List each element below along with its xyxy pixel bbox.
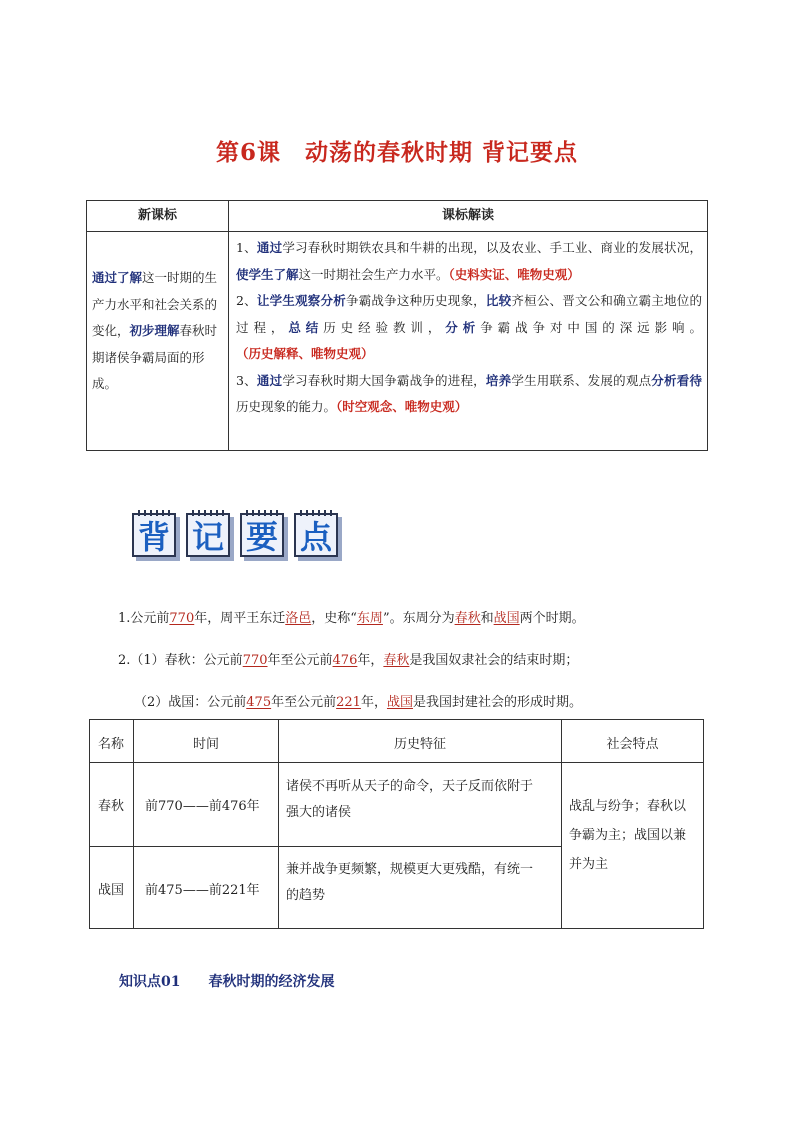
periods-table bbox=[89, 719, 704, 929]
table-border bbox=[703, 719, 704, 929]
row-name-chunqiu: 春秋 bbox=[97, 799, 124, 814]
item-number: 1、 bbox=[236, 240, 257, 255]
banner-tile bbox=[294, 513, 338, 557]
text: 这一时期的生产力水平和社会关系的变化， bbox=[92, 270, 218, 338]
keyword: 通过 bbox=[256, 372, 283, 388]
knowledge-point-heading: 知识点01 春秋时期的经济发展 bbox=[119, 974, 335, 990]
header-standard-interpretation: 课标解读 bbox=[441, 208, 494, 223]
interpretation-item-2 bbox=[236, 288, 702, 368]
banner-char: 背 bbox=[137, 518, 170, 556]
text: 学习春秋时期铁农具和牛耕的出现，以及农业、手工业、商业的发展状况， bbox=[282, 240, 702, 255]
keyword: 分析 bbox=[445, 319, 481, 335]
fill-blank: 770 bbox=[169, 611, 195, 626]
fill-blank: 770 bbox=[242, 653, 268, 668]
binder-rings bbox=[192, 510, 224, 516]
row-time-zhanguo: 前475——前221年 bbox=[145, 883, 260, 898]
keyword: 分析看待 bbox=[651, 372, 702, 388]
page-title: 第6课 动荡的春秋时期 背记要点 bbox=[215, 139, 578, 166]
binder-rings bbox=[138, 510, 170, 516]
competency-tag: （史料实证、唯物史观） bbox=[448, 266, 580, 282]
competency-tag: （历史解释、唯物史观） bbox=[236, 346, 374, 361]
row-name-zhanguo: 战国 bbox=[97, 883, 124, 898]
text: 争霸战争这种历史现象， bbox=[345, 293, 486, 308]
text: 学习春秋时期大国争霸战争的进程， bbox=[282, 372, 486, 388]
new-standard-cell bbox=[92, 265, 224, 398]
fill-blank: 221 bbox=[336, 695, 361, 710]
table-divider bbox=[87, 231, 707, 232]
item-number: 3、 bbox=[236, 372, 257, 388]
keyword: 通过 bbox=[256, 240, 283, 255]
competency-tag: （时空观念、唯物史观） bbox=[336, 399, 468, 414]
fill-blank: 春秋 bbox=[383, 653, 410, 668]
fill-blank: 475 bbox=[246, 695, 272, 710]
table-border bbox=[89, 719, 704, 720]
fill-blank: 476 bbox=[332, 653, 358, 668]
keyword: 初步理解 bbox=[129, 323, 180, 338]
fill-blank: 春秋 bbox=[454, 611, 481, 626]
text: 学生用联系、发展的观点 bbox=[511, 372, 652, 388]
text: 历史现象的能力。 bbox=[236, 399, 337, 414]
text: 齐桓公、晋文公和确立霸主地位的过程， bbox=[236, 293, 702, 335]
table-divider bbox=[228, 201, 229, 450]
banner-tile bbox=[132, 513, 176, 557]
header-new-standard: 新课标 bbox=[137, 208, 177, 223]
row-feature-zhanguo: 兼并战争更频繁，规模更大更残酷，有统一 的趋势 bbox=[286, 862, 534, 903]
fill-blank: 战国 bbox=[493, 611, 520, 626]
row-feature-chunqiu: 诸侯不再听从天子的命令，天子反而依附于 强大的诸侯 bbox=[286, 779, 534, 820]
fill-blank: 东周 bbox=[356, 611, 383, 626]
header-historical-features: 历史特征 bbox=[393, 737, 446, 752]
keyword: 培养 bbox=[485, 372, 512, 388]
banner-char: 点 bbox=[299, 518, 332, 556]
note-1: 1.公元前770年，周平王东迁洛邑，史称“东周”。东周分为春秋和战国两个时期。 bbox=[118, 611, 585, 626]
table-border bbox=[89, 928, 704, 929]
header-name: 名称 bbox=[97, 737, 124, 752]
header-social-features: 社会特点 bbox=[606, 737, 659, 752]
note-3: （2）战国：公元前475年至公元前221年，战国是我国封建社会的形成时期。 bbox=[134, 695, 582, 710]
keyword: 总结 bbox=[288, 319, 324, 335]
binder-rings bbox=[246, 510, 278, 516]
banner-tile bbox=[240, 513, 284, 557]
banner-char: 要 bbox=[245, 518, 278, 556]
text: 历史经验教训， bbox=[323, 319, 446, 335]
keyword: 比较 bbox=[485, 293, 512, 308]
social-features-cell: 战乱与纷争；春秋以 争霸为主；战国以兼 并为主 bbox=[569, 799, 687, 872]
keyword: 使学生了解 bbox=[236, 266, 299, 282]
row-time-chunqiu: 前770——前476年 bbox=[145, 799, 260, 814]
binder-rings bbox=[300, 510, 332, 516]
fill-blank: 战国 bbox=[386, 695, 413, 710]
interpretation-item-3 bbox=[236, 368, 702, 421]
interpretation-item-1 bbox=[236, 235, 702, 288]
keyword: 让学生观察分析 bbox=[256, 293, 346, 308]
banner-tile bbox=[186, 513, 230, 557]
text: 春秋时期诸侯争霸局面的形成。 bbox=[92, 323, 218, 391]
keyword: 通过了解 bbox=[92, 270, 143, 285]
text: 这一时期社会生产力水平。 bbox=[298, 266, 449, 282]
interpretation-cell bbox=[236, 235, 702, 421]
item-number: 2、 bbox=[236, 293, 257, 308]
table-divider bbox=[89, 846, 562, 847]
note-2: 2.（1）春秋：公元前770年至公元前476年，春秋是我国奴隶社会的结束时期； bbox=[118, 653, 579, 668]
table-divider bbox=[89, 762, 704, 763]
text: 争霸战争对中国的深远影响。 bbox=[480, 319, 702, 335]
curriculum-table bbox=[86, 200, 708, 451]
fill-blank: 洛邑 bbox=[285, 611, 312, 626]
banner-char: 记 bbox=[191, 518, 224, 556]
header-time: 时间 bbox=[192, 737, 219, 752]
